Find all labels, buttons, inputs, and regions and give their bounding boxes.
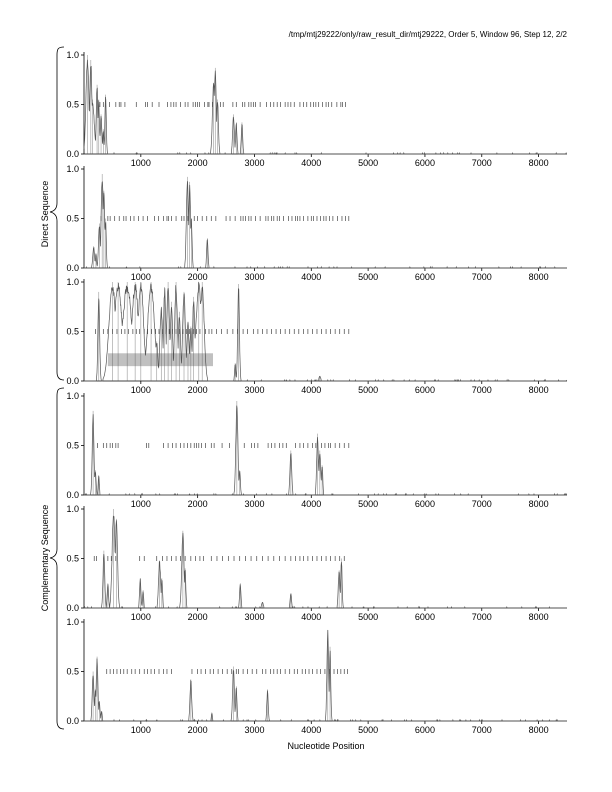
signal-line [84,630,567,721]
x-tick-label: 8000 [528,158,549,168]
x-tick-label: 4000 [301,612,322,622]
y-tick-label: 0.0 [66,263,79,273]
y-tick-label: 0.0 [66,490,79,500]
panel-complementary-2 [66,504,567,622]
x-tick-label: 3000 [244,725,265,735]
x-tick-label: 6000 [414,725,435,735]
x-tick-label: 6000 [414,158,435,168]
group-brace-direct [50,47,64,380]
x-tick-label: 5000 [358,725,379,735]
x-tick-label: 4000 [301,158,322,168]
x-tick-label: 7000 [471,612,492,622]
x-tick-label: 6000 [414,385,435,395]
x-tick-label: 1000 [130,499,151,509]
x-tick-label: 1000 [130,385,151,395]
panel-direct-1 [66,50,567,168]
y-tick-label: 0.0 [66,376,79,386]
y-tick-label: 1.0 [66,50,79,60]
x-tick-label: 2000 [187,272,208,282]
figure-title: /tmp/mtj29222/only/raw_result_dir/mtj29222, Order 5, Window 96, Step 12, 2/2 [288,30,567,39]
x-tick-label: 2000 [187,612,208,622]
x-tick-label: 3000 [244,272,265,282]
x-tick-label: 2000 [187,385,208,395]
signal-line [84,406,567,495]
panel-direct-2 [66,164,567,282]
panel-direct-3 [66,277,567,395]
x-tick-label: 2000 [187,725,208,735]
x-tick-label: 1000 [130,272,151,282]
y-tick-label: 0.5 [66,99,79,110]
x-tick-label: 8000 [528,499,549,509]
signal-line [84,60,567,154]
x-tick-label: 5000 [358,272,379,282]
x-axis-label: Nucleotide Position [287,741,365,751]
panels [66,50,567,735]
y-tick-label: 0.5 [66,213,79,224]
x-tick-label: 8000 [528,272,549,282]
y-tick-label: 1.0 [66,277,79,287]
x-tick-label: 8000 [528,725,549,735]
x-tick-label: 4000 [301,272,322,282]
x-tick-label: 6000 [414,612,435,622]
panel-complementary-1 [66,391,567,509]
signal-line [84,283,567,382]
x-tick-label: 7000 [471,385,492,395]
x-tick-label: 3000 [244,385,265,395]
x-tick-label: 2000 [187,499,208,509]
x-tick-label: 5000 [358,158,379,168]
x-tick-label: 5000 [358,385,379,395]
x-tick-label: 6000 [414,499,435,509]
y-tick-label: 0.5 [66,666,79,677]
highlight-box [108,353,213,366]
x-tick-label: 4000 [301,385,322,395]
x-tick-label: 6000 [414,272,435,282]
y-tick-label: 0.5 [66,440,79,451]
x-tick-label: 7000 [471,725,492,735]
signal-line [84,181,567,268]
signal-line [84,516,567,608]
x-tick-label: 7000 [471,158,492,168]
x-tick-label: 8000 [528,385,549,395]
x-tick-label: 5000 [358,612,379,622]
x-tick-label: 3000 [244,158,265,168]
x-tick-label: 1000 [130,725,151,735]
y-tick-label: 0.0 [66,603,79,613]
group-label-complementary: Complementary Sequence [40,504,50,612]
y-tick-label: 1.0 [66,617,79,627]
x-tick-label: 3000 [244,612,265,622]
y-tick-label: 0.5 [66,326,79,337]
x-tick-label: 5000 [358,499,379,509]
panel-complementary-3 [66,617,567,735]
y-tick-label: 0.0 [66,149,79,159]
x-tick-label: 1000 [130,158,151,168]
x-tick-label: 4000 [301,499,322,509]
x-tick-label: 4000 [301,725,322,735]
x-tick-label: 7000 [471,499,492,509]
x-tick-label: 8000 [528,612,549,622]
y-tick-label: 0.5 [66,553,79,564]
x-tick-label: 1000 [130,612,151,622]
y-tick-label: 0.0 [66,716,79,726]
x-tick-label: 2000 [187,158,208,168]
y-tick-label: 1.0 [66,164,79,174]
group-label-direct: Direct Sequence [40,180,50,248]
x-tick-label: 7000 [471,272,492,282]
x-tick-label: 3000 [244,499,265,509]
y-tick-label: 1.0 [66,391,79,401]
group-brace-complementary [50,388,64,729]
y-tick-label: 1.0 [66,504,79,514]
